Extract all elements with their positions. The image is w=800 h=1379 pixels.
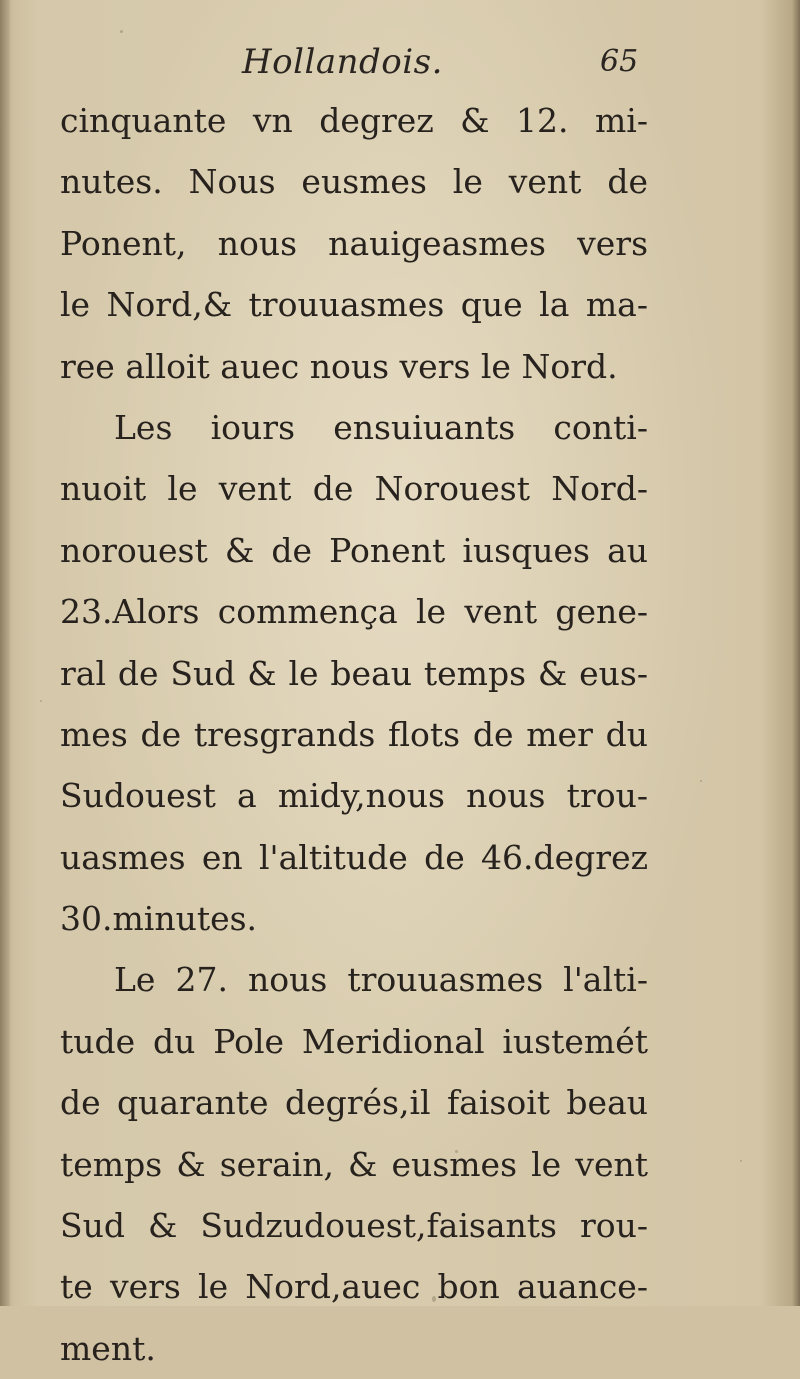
text-line: de quarante degrés,il faisoit beau: [60, 1083, 648, 1123]
text-line: norouest & de Ponent iusques au: [60, 530, 648, 570]
text-line: Ponent, nous nauigeasmes vers: [60, 223, 648, 263]
text-line: nuoit le vent de Norouest Nord-: [60, 469, 648, 509]
text-line: uasmes en l'altitude de 46.degrez: [60, 837, 648, 877]
text-line: cinquante vn degrez & 12. mi-: [60, 101, 648, 140]
page-outer-edge: [792, 0, 800, 1306]
page-gutter-edge: [0, 0, 10, 1306]
text-line: 30.minutes.: [60, 899, 258, 939]
text-line: mes de tresgrands flots de mer du: [60, 714, 648, 754]
text-line: 23.Alors commença le vent gene-: [60, 592, 648, 632]
page-header: [0, 38, 800, 98]
text-line: nutes. Nous eusmes le vent de: [60, 162, 648, 202]
body-text: [60, 90, 648, 1379]
text-line: Sud & Sudzudouest,faisants rou-: [60, 1206, 648, 1246]
text-line: le Nord,& trouuasmes que la ma-: [60, 285, 648, 325]
text-line: ment.: [60, 1328, 156, 1368]
text-line: Le 27. nous trouuasmes l'alti-: [114, 960, 648, 1000]
text-line: ral de Sud & le beau temps & eus-: [60, 653, 648, 693]
page-number: 65: [600, 44, 639, 79]
text-line: temps & serain, & eusmes le vent: [60, 1144, 648, 1184]
text-line: ree alloit auec nous vers le Nord.: [60, 346, 618, 386]
text-line: Les iours ensuiuants conti-: [114, 407, 648, 447]
text-line: Sudouest a midy,nous nous trou-: [60, 776, 648, 816]
text-line: te vers le Nord,auec bon auance-: [60, 1267, 648, 1307]
running-title: Hollandois.: [242, 42, 443, 82]
text-line: tude du Pole Meridional iustemét: [60, 1021, 648, 1061]
